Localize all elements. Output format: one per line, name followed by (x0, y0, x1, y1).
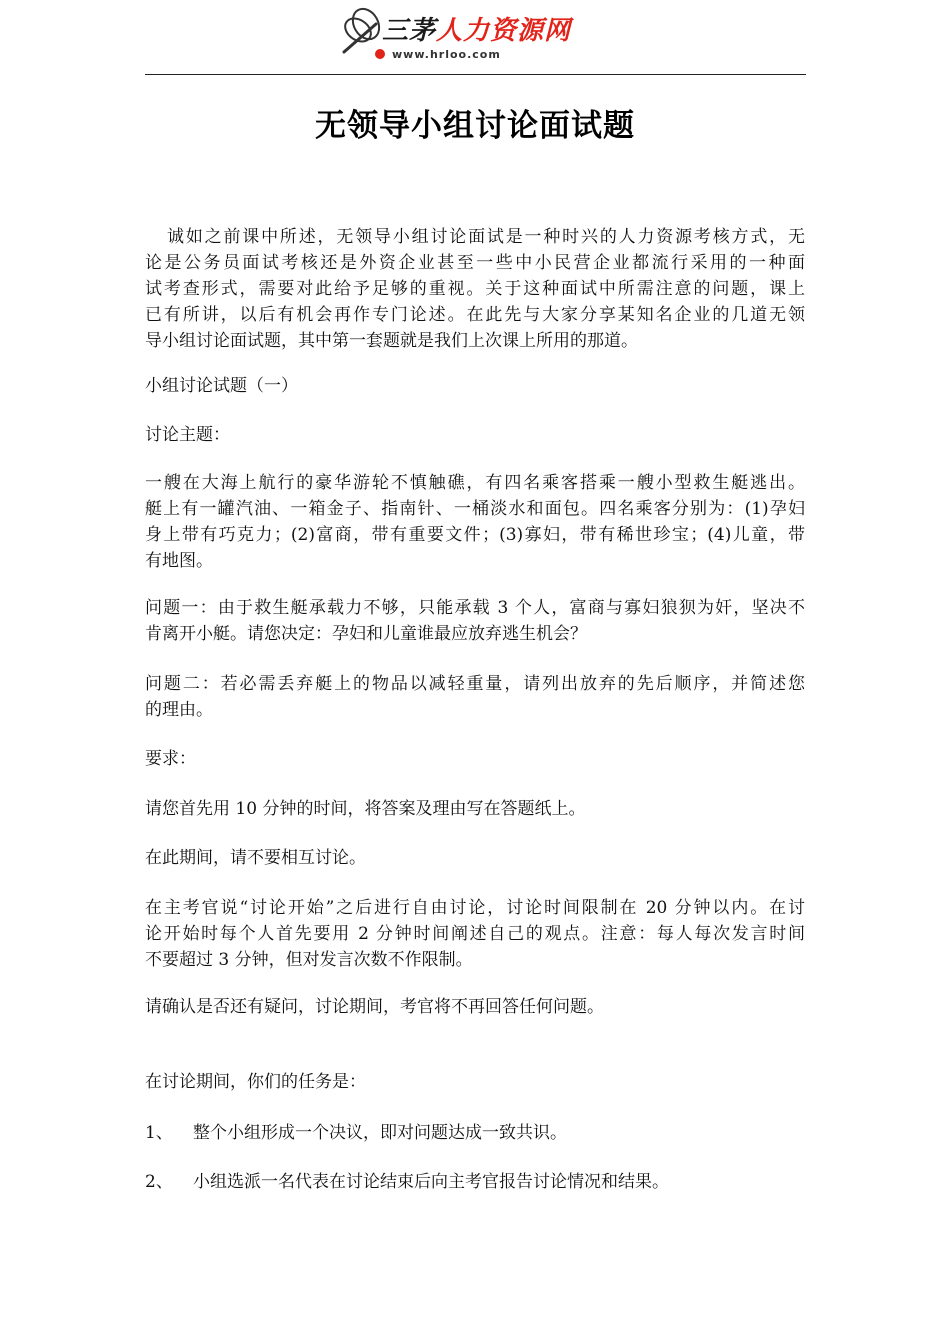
requirement-text: 在此期间，请不要相互讨论。 (145, 848, 366, 868)
paragraph-line: 论开始时每个人首先要用 2 分钟时间阐述自己的观点。注意：每人每次发言时间 (145, 924, 805, 944)
paragraph-line: 已有所讲，以后有机会再作专门论述。在此先与大家分享某知名企业的几道无领 (145, 305, 805, 325)
paragraph-line: 一艘在大海上航行的豪华游轮不慎触礁，有四名乘客搭乘一艘小型救生艇逃出。 (145, 473, 805, 493)
list-item (145, 1169, 805, 1195)
hand-writing-logo-icon (336, 4, 388, 64)
confirm-note (145, 994, 805, 1020)
brand-name-part2: 人力资源网 (436, 16, 572, 46)
tasks-intro-text: 在讨论期间，你们的任务是： (145, 1072, 366, 1092)
list-number: 2、 (145, 1172, 173, 1192)
topic-label (145, 422, 805, 448)
paragraph-line: 问题二：若必需丢弃艇上的物品以减轻重量，请列出放弃的先后顺序，并简述您 (145, 674, 805, 694)
list-item (145, 1120, 805, 1146)
list-text: 整个小组形成一个决议，即对问题达成一致共识。 (193, 1123, 567, 1143)
site-logo (336, 4, 626, 66)
requirements-label (145, 746, 805, 772)
scenario-paragraph (145, 470, 805, 574)
requirement-text: 请您首先用 10 分钟的时间，将答案及理由写在答题纸上。 (145, 799, 586, 819)
paragraph-line: 诚如之前课中所述，无领导小组讨论面试是一种时兴的人力资源考核方式，无 (167, 227, 805, 247)
intro-paragraph (145, 224, 805, 354)
tasks-intro (145, 1069, 805, 1095)
requirement-one (145, 796, 805, 822)
brand-name-part1: 三茅 (382, 16, 437, 46)
question-one (145, 595, 805, 647)
question-two (145, 671, 805, 723)
list-number: 1、 (145, 1123, 173, 1143)
header-divider (145, 74, 806, 75)
requirement-two (145, 845, 805, 871)
topic-label-text: 讨论主题： (145, 425, 230, 445)
paragraph-line: 艇上有一罐汽油、一箱金子、指南针、一桶淡水和面包。四名乘客分别为：(1)孕妇 (145, 499, 805, 519)
list-text: 小组选派一名代表在讨论结束后向主考官报告讨论情况和结果。 (193, 1172, 669, 1192)
paragraph-line: 导小组讨论面试题，其中第一套题就是我们上次课上所用的那道。 (145, 331, 638, 351)
paragraph-line: 论是公务员面试考核还是外资企业甚至一些中小民营企业都流行采用的一种面 (145, 253, 805, 273)
paragraph-line: 试考查形式，需要对此给予足够的重视。关于这种面试中所需注意的问题，课上 (145, 279, 805, 299)
paragraph-line: 在主考官说“讨论开始”之后进行自由讨论，讨论时间限制在 20 分钟以内。在讨 (145, 898, 805, 918)
page-title: 无领导小组讨论面试题 (315, 108, 635, 144)
requirements-label-text: 要求： (145, 749, 196, 769)
discussion-rules (145, 895, 805, 973)
paragraph-line: 的理由。 (145, 700, 213, 720)
section-heading (145, 373, 805, 399)
section-heading-text: 小组讨论试题（一） (145, 376, 298, 396)
paragraph-line: 肯离开小艇。请您决定：孕妇和儿童谁最应放弃逃生机会？ (145, 624, 587, 644)
confirm-text: 请确认是否还有疑问，讨论期间，考官将不再回答任何问题。 (145, 997, 604, 1017)
paragraph-line: 不要超过 3 分钟，但对发言次数不作限制。 (145, 950, 473, 970)
brand-name (382, 10, 571, 47)
paragraph-line: 问题一：由于救生艇承载力不够，只能承载 3 个人，富商与寡妇狼狈为奸，坚决不 (145, 598, 805, 618)
site-url: www.hrloo.com (392, 48, 501, 61)
paragraph-line: 身上带有巧克力；(2)富商，带有重要文件；(3)寡妇，带有稀世珍宝；(4)儿童，带 (145, 525, 805, 545)
paragraph-line: 有地图。 (145, 551, 213, 571)
